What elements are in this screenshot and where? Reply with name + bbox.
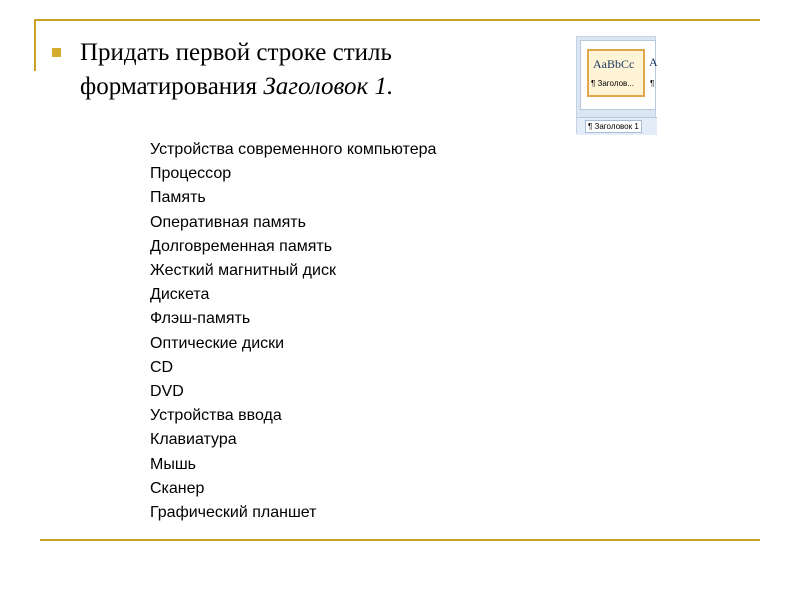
list-item: Сканер xyxy=(150,479,205,497)
heading1-style-tile[interactable] xyxy=(587,49,645,97)
list-item: Флэш-память xyxy=(150,310,251,328)
list-item: CD xyxy=(150,358,174,376)
instruction-text xyxy=(80,36,520,104)
list-item: Процессор xyxy=(150,165,232,183)
list-item: Мышь xyxy=(150,455,196,473)
list-item: Графический планшет xyxy=(150,504,317,522)
square-bullet-icon xyxy=(52,48,61,57)
document-lines-list xyxy=(150,138,436,525)
list-item: Оперативная память xyxy=(150,213,306,231)
list-item: Память xyxy=(150,189,206,207)
list-item: Устройства современного компьютера xyxy=(150,141,437,158)
style-sample-text: AaBbCc xyxy=(593,57,635,71)
instruction-text-plain: Придать первой строке стиль форматирования xyxy=(80,39,392,100)
next-style-sample-text: A xyxy=(649,55,658,69)
paragraph-mark-icon: ¶ xyxy=(650,79,655,88)
style-gallery xyxy=(580,40,656,110)
current-style-label: ¶ Заголовок 1 xyxy=(585,120,642,133)
style-name-label: ¶ Заголов... xyxy=(591,79,634,88)
bottom-divider-line xyxy=(40,539,760,541)
list-item: Долговременная память xyxy=(150,237,333,255)
top-divider-line xyxy=(34,19,760,21)
list-item: Жесткий магнитный диск xyxy=(150,262,336,280)
list-item: Дискета xyxy=(150,286,210,304)
instruction-text-style-name: Заголовок 1. xyxy=(263,73,394,100)
style-status-bar xyxy=(577,117,657,135)
styles-ribbon-screenshot xyxy=(576,36,656,134)
list-item: Устройства ввода xyxy=(150,407,282,425)
list-item: Оптические диски xyxy=(150,334,285,352)
left-accent-line xyxy=(34,19,36,71)
list-item: DVD xyxy=(150,383,184,401)
list-item: Клавиатура xyxy=(150,431,237,449)
